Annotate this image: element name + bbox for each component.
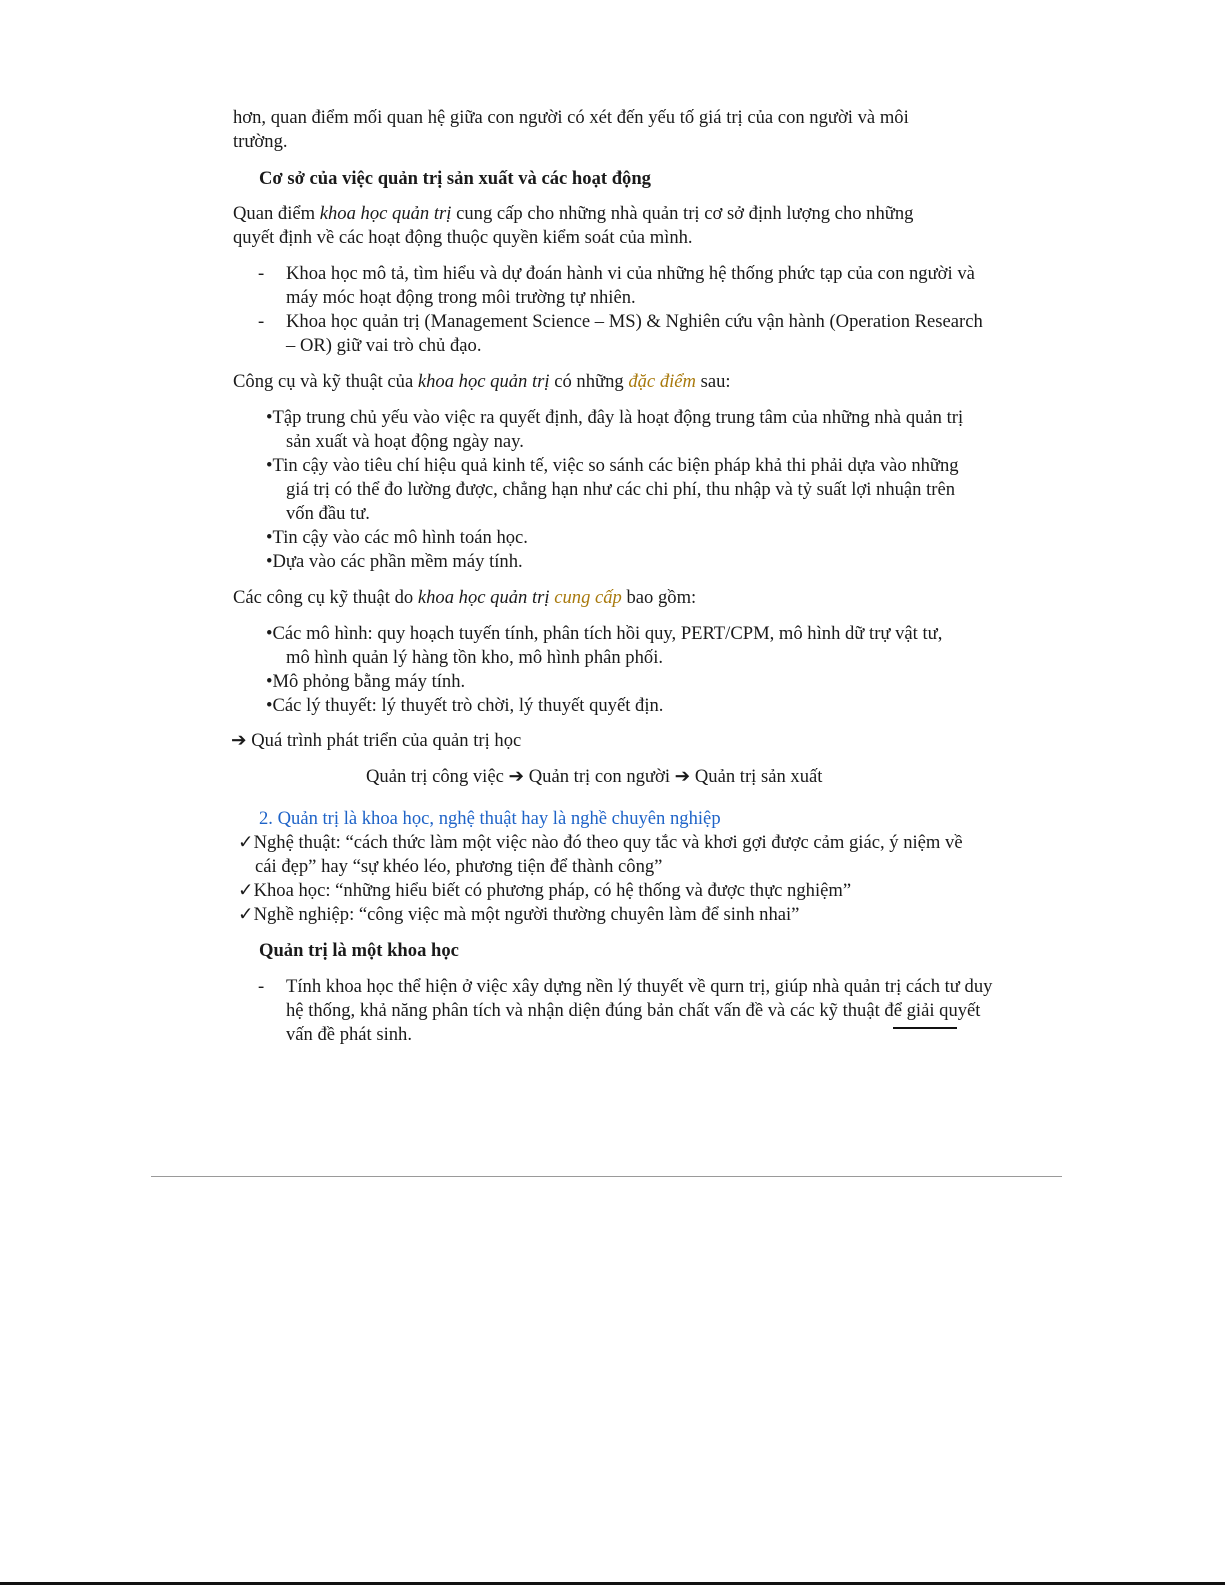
check-list-definitions (230, 831, 970, 927)
underline-mark (893, 1027, 957, 1029)
evolution-flow: Quản trị công việc ➔ Quản trị con người ➔ Quản trị sản xuất (366, 766, 823, 787)
list-item: •Các lý thuyết: lý thuyết trò chời, lý thuyết quyết địn. (266, 695, 664, 716)
conclusion-line: ➔ Quá trình phát triển của quản trị học (231, 730, 522, 751)
dash-list-science-nature (258, 975, 993, 1047)
bullet-list-characteristics (258, 406, 978, 574)
list-item: - Khoa học mô tả, tìm hiểu và dự đoán hành vi của những hệ thống phức tạp của con người và máy móc hoạt động trong môi trường tự nhiên. (258, 263, 975, 308)
section-heading-science: Quản trị là một khoa học (259, 940, 459, 961)
list-item: ✓Nghề nghiệp: “công việc mà một người thường chuyên làm để sinh nhai” (238, 904, 800, 925)
bullet-list-tools (258, 622, 958, 718)
list-item: •Tập trung chủ yếu vào việc ra quyết định, đây là hoạt động trung tâm của những nhà quản trị sản xuất và hoạt động ngày nay. (266, 407, 964, 452)
paragraph-tools-include: Các công cụ kỹ thuật do khoa học quản trị cung cấp bao gồm: (233, 587, 697, 608)
list-item: ✓Nghệ thuật: “cách thức làm một việc nào đó theo quy tắc và khơi gợi được cảm giác, ý niệm về cái đẹp” hay “sự khéo léo, phương tiện để thành công” (238, 832, 963, 877)
list-item: - Tính khoa học thể hiện ở việc xây dựng nền lý thuyết về qurn trị, giúp nhà quản trị cách tư duy hệ thống, khả năng phân tích và nhận diện đúng bản chất vấn đề và các kỹ thuật để giải quyết vấn đề phát sinh. (258, 976, 993, 1045)
paragraph-management-science: Quan điểm khoa học quản trị cung cấp cho những nhà quản trị cơ sở định lượng cho những quyết định về các hoạt động thuộc quyền kiểm soát của mình. (233, 203, 914, 248)
list-item: - Khoa học quản trị (Management Science – MS) & Nghiên cứu vận hành (Operation Research – OR) giữ vai trò chủ đạo. (258, 311, 983, 356)
intro-line-1: hơn, quan điểm mối quan hệ giữa con người có xét đến yếu tố giá trị của con người và môi (233, 107, 909, 128)
dash-list-science (258, 262, 993, 358)
list-item: •Các mô hình: quy hoạch tuyến tính, phân tích hồi quy, PERT/CPM, mô hình dữ trự vật tư, mô hình quản lý hàng tồn kho, mô hình phân phối. (266, 623, 943, 668)
list-item: •Tin cậy vào các mô hình toán học. (266, 527, 528, 548)
list-item: •Mô phỏng bằng máy tính. (266, 671, 466, 692)
paragraph-tool-characteristics: Công cụ và kỹ thuật của khoa học quản trị có những đặc điểm sau: (233, 371, 731, 392)
page-separator (151, 1176, 1062, 1177)
list-item: ✓Khoa học: “những hiểu biết có phương pháp, có hệ thống và được thực nghiệm” (238, 880, 852, 901)
list-item: •Tin cậy vào tiêu chí hiệu quả kinh tế, việc so sánh các biện pháp khả thi phải dựa vào những giá trị có thể đo lường được, chẳng hạn như các chi phí, thu nhập và tỷ suất lợi nhuận trên vốn đầu tư. (266, 455, 959, 524)
section-2-title: 2. Quản trị là khoa học, nghệ thuật hay là nghề chuyên nghiệp (259, 808, 721, 829)
section-heading-production: Cơ sở của việc quản trị sản xuất và các hoạt động (259, 168, 651, 189)
list-item: •Dựa vào các phần mềm máy tính. (266, 551, 523, 572)
intro-line-2: trường. (233, 131, 288, 152)
intro-paragraph (233, 106, 993, 154)
